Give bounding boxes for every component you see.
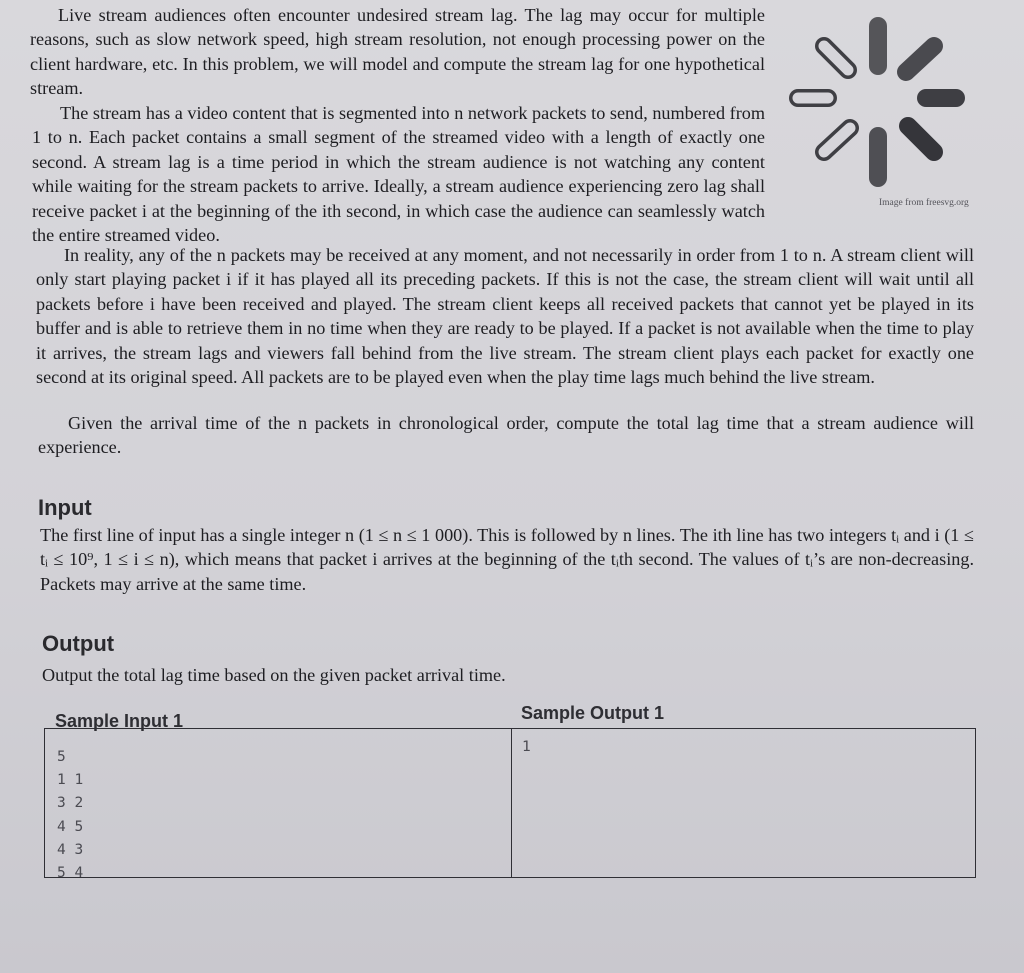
sample-input-line: 1 1 [57, 772, 84, 789]
sample-input-code[interactable] [57, 746, 83, 885]
sample-input-line: 4 5 [57, 818, 84, 835]
sample-output-line: 1 [522, 739, 531, 755]
input-description: The first line of input has a single integer n (1 ≤ n ≤ 1 000). This is followed by n lines. The ith line has two integers tᵢ and i (1 ≤ tᵢ ≤ 10⁹, 1 ≤ i ≤ n), which means that packet i arrives at the beginning of the tᵢth second. The values of tᵢ’s are non-decreasing. Packets may arrive at the same time. [40, 525, 974, 594]
sample-output-code[interactable] [522, 736, 531, 759]
input-heading: Input [38, 495, 92, 520]
sample-input-line: 3 2 [57, 795, 84, 812]
output-heading: Output [42, 631, 115, 656]
sample-output-cell [512, 729, 975, 877]
reality-paragraph: In reality, any of the n packets may be received at any moment, and not necessarily in order from 1 to n. A stream client will only start playing packet i if it has played all its preceding packets. If this is not the case, the stream client will wait until all packets before i have been received and played. The stream client keeps all received packets that cannot yet be played in its buffer and is able to retrieve them in no time when they are ready to be played. If a packet is not available when the time to play it arrives, the stream lags and viewers fall behind from the live stream. The stream client plays each packet for exactly one second at its original speed. All packets are to be played even when the play time lags much behind the live stream. [36, 245, 974, 388]
sample-table [44, 728, 976, 882]
task-paragraph: Given the arrival time of the n packets in chronological order, compute the total lag time that a stream audience will experience. [38, 413, 974, 458]
packets-paragraph: The stream has a video content that is segmented into n network packets to send, numbered from 1 to n. Each packet contains a small segment of the streamed video with a length of exactly one second. A stream lag is a time period in which the stream audience is not watching any content while waiting for the stream packets to arrive. Ideally, a stream audience experiencing zero lag shall receive packet i at the beginning of the ith second, in which case the audience can seamlessly watch the entire streamed video. [32, 103, 765, 246]
sample-input-line: 4 3 [57, 841, 84, 858]
sample-output-label: Sample Output 1 [521, 703, 665, 723]
sample-input-line: 5 4 [57, 865, 84, 882]
sample-input-cell [45, 729, 512, 882]
sample-input-label: Sample Input 1 [55, 711, 184, 731]
intro-paragraph: Live stream audiences often encounter undesired stream lag. The lag may occur for multiple reasons, such as slow network speed, high stream resolution, not enough processing power on the client hardware, etc. In this problem, we will model and compute the stream lag for one hypothetical stream. [30, 5, 765, 99]
loading-spinner-icon [788, 8, 978, 198]
output-description: Output the total lag time based on the given packet arrival time. [42, 665, 506, 685]
sample-input-line: 5 [57, 749, 66, 765]
image-credit: Image from freesvg.org [879, 198, 969, 208]
